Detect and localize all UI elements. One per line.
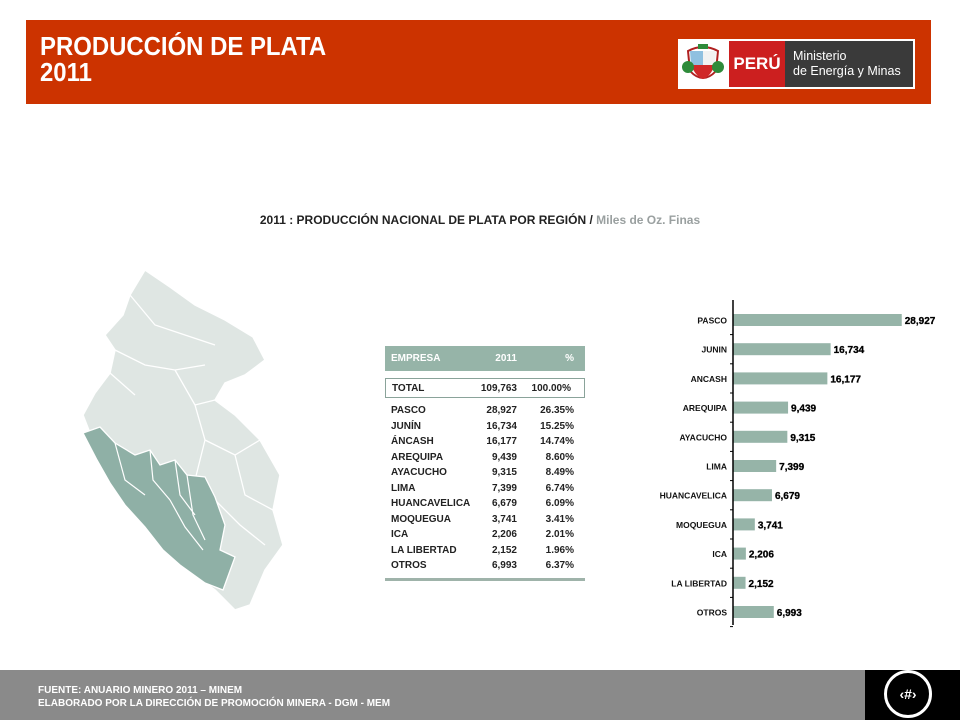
header-banner	[26, 20, 931, 104]
table-row	[385, 420, 585, 435]
table-row	[385, 404, 585, 419]
bar	[733, 460, 776, 472]
table-cell-region: HUANCAVELICA	[391, 498, 471, 509]
table-cell-region: AREQUIPA	[391, 451, 444, 463]
table-cell-region: LIMA	[391, 482, 416, 494]
table-cell-region: AYACUCHO	[391, 467, 447, 478]
category-label: HUANCAVELICA	[659, 490, 727, 501]
table-cell-pct: 3.41%	[545, 513, 574, 525]
category-label: AREQUIPA	[682, 403, 727, 414]
chart-title-main: 2011 : PRODUCCIÓN NACIONAL DE PLATA POR REGIÓN /	[259, 213, 597, 227]
chart-title	[0, 213, 960, 227]
footer-source	[38, 684, 390, 710]
category-label: ICA	[712, 549, 727, 560]
category-label: OTROS	[696, 607, 727, 618]
table-cell-pct: 14.74%	[540, 436, 574, 447]
table-cell-value: 2,206	[491, 529, 517, 540]
logo-ministry-line2: de Energía y Minas	[793, 64, 901, 78]
table-header-empresa: EMPRESA	[391, 353, 441, 364]
total-label: TOTAL	[392, 383, 425, 394]
bar	[733, 577, 746, 589]
page-title	[40, 33, 326, 85]
peru-coat-of-arms-icon	[680, 41, 726, 87]
category-label: JUNIN	[701, 344, 727, 355]
bar	[733, 372, 827, 384]
logo-ministry-line1: Ministerio	[793, 49, 847, 63]
table-cell-value: 7,399	[491, 482, 517, 494]
table-row	[385, 451, 585, 466]
logo-country: PERÚ	[729, 41, 785, 87]
table-cell-pct: 15.25%	[540, 420, 574, 432]
table-cell-pct: 8.60%	[545, 451, 574, 463]
data-label: 2,152	[748, 578, 774, 590]
peru-region-map	[75, 265, 295, 630]
data-label: 7,399	[779, 462, 805, 473]
category-label: LA LIBERTAD	[671, 578, 727, 589]
table-cell-pct: 6.74%	[545, 482, 574, 494]
table-cell-value: 9,439	[491, 451, 517, 463]
footer-line1: FUENTE: ANUARIO MINERO 2011 – MINEM	[38, 685, 243, 696]
page-title-line1: PRODUCCIÓN DE PLATA	[40, 31, 327, 61]
page-title-line2: 2011	[40, 57, 92, 87]
table-header	[385, 346, 585, 371]
category-label: AYACUCHO	[679, 432, 727, 443]
bar	[733, 314, 902, 326]
data-label: 2,206	[748, 549, 774, 561]
data-label: 16,177	[830, 374, 861, 386]
table-row	[385, 528, 585, 543]
table-cell-region: MOQUEGUA	[391, 513, 451, 525]
table-cell-region: OTROS	[391, 560, 427, 571]
table-cell-region: ÁNCASH	[391, 436, 434, 447]
category-label: MOQUEGUA	[676, 519, 727, 530]
table-cell-value: 3,741	[491, 513, 517, 525]
table-header-year: 2011	[495, 353, 517, 364]
logo-ministry	[785, 41, 913, 87]
table-cell-value: 9,315	[491, 467, 517, 478]
total-pct: 100.00%	[531, 383, 571, 394]
data-label: 9,439	[791, 403, 817, 415]
page-number: ‹#›	[884, 670, 932, 718]
table-cell-region: JUNÍN	[391, 420, 422, 432]
table-row	[385, 544, 585, 559]
data-label: 6,679	[774, 491, 800, 503]
table-row	[385, 482, 585, 497]
category-label: ANCASH	[690, 373, 727, 384]
table-cell-value: 16,734	[486, 420, 517, 432]
bar	[733, 402, 788, 414]
table-cell-value: 6,993	[491, 560, 517, 571]
chart-title-unit: Miles de Oz. Finas	[596, 213, 701, 227]
bar	[733, 431, 787, 443]
table-header-pct: %	[565, 353, 574, 364]
table-cell-value: 6,679	[491, 498, 517, 509]
table-bottom-rule	[385, 578, 585, 581]
table-cell-pct: 6.09%	[545, 498, 574, 509]
total-value: 109,763	[480, 383, 517, 394]
bar	[733, 518, 755, 530]
table-row	[385, 513, 585, 528]
table-row	[385, 435, 585, 450]
data-label: 3,741	[757, 520, 783, 532]
table-cell-value: 28,927	[486, 405, 517, 416]
minem-logo	[678, 39, 915, 89]
table-cell-pct: 1.96%	[545, 544, 574, 556]
footer-line2: ELABORADO POR LA DIRECCIÓN DE PROMOCIÓN MINERA - DGM - MEM	[38, 698, 391, 709]
data-label: 28,927	[904, 316, 936, 327]
table-cell-region: ICA	[391, 529, 409, 540]
data-label: 9,315	[790, 432, 816, 444]
category-label: PASCO	[697, 315, 727, 326]
bar	[733, 606, 774, 618]
bar	[733, 343, 831, 355]
table-cell-pct: 26.35%	[540, 405, 574, 416]
bar-chart	[640, 300, 960, 630]
table-cell-pct: 2.01%	[545, 529, 574, 540]
table-cell-pct: 6.37%	[545, 560, 574, 571]
table-row	[385, 559, 585, 574]
table-cell-value: 16,177	[486, 436, 517, 447]
table-row	[385, 466, 585, 481]
table-cell-region: LA LIBERTAD	[391, 544, 457, 556]
data-label: 6,993	[776, 608, 802, 619]
category-label: LIMA	[706, 461, 727, 472]
table-cell-region: PASCO	[391, 405, 426, 416]
data-label: 16,734	[833, 345, 865, 357]
bar	[733, 489, 772, 501]
table-cell-value: 2,152	[491, 544, 517, 556]
bar	[733, 548, 746, 560]
table-cell-pct: 8.49%	[545, 467, 574, 478]
table-row	[385, 497, 585, 512]
footer	[0, 670, 960, 720]
table-total-row	[385, 378, 585, 398]
